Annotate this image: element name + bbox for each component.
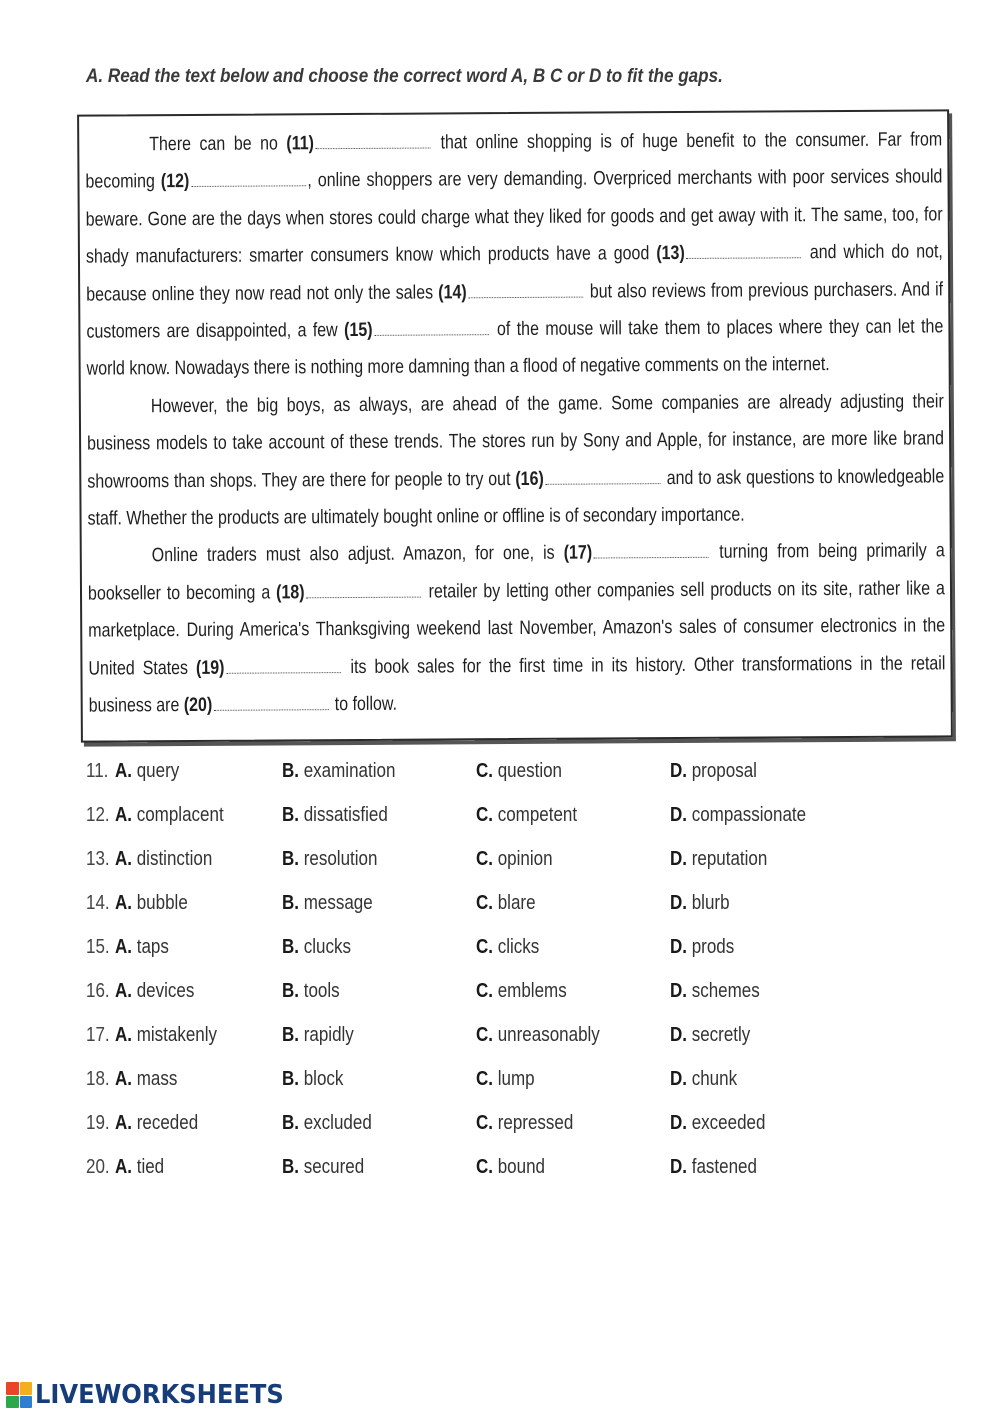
option-d[interactable]: [670, 1112, 765, 1135]
option-word: competent: [497, 804, 578, 826]
option-a[interactable]: [115, 848, 212, 871]
option-d[interactable]: [670, 892, 730, 915]
option-a[interactable]: [115, 936, 169, 959]
gap-number: (11): [286, 132, 315, 155]
option-a[interactable]: [115, 804, 224, 827]
option-a[interactable]: [115, 1024, 217, 1047]
option-letter: B.: [282, 936, 299, 958]
option-letter: D.: [670, 892, 687, 914]
option-c[interactable]: [476, 760, 562, 783]
option-a[interactable]: [115, 1156, 164, 1179]
option-letter: D.: [670, 1068, 687, 1090]
option-letter: B.: [282, 1112, 299, 1134]
option-word: examination: [303, 760, 396, 782]
passage-text-segment: There can be no: [149, 132, 287, 156]
option-word: clicks: [497, 936, 540, 958]
option-word: question: [497, 760, 563, 782]
question-number: 19.: [86, 1112, 110, 1134]
option-letter: A.: [115, 1024, 132, 1046]
option-word: compassionate: [691, 804, 807, 826]
option-word: emblems: [497, 980, 567, 1002]
option-letter: A.: [115, 892, 132, 914]
option-letter: B.: [282, 760, 299, 782]
option-word: fastened: [691, 1156, 757, 1178]
gap-number: (17): [563, 542, 593, 565]
option-word: chunk: [691, 1068, 738, 1090]
option-d[interactable]: [670, 760, 757, 783]
option-c[interactable]: [476, 936, 539, 959]
passage-text-segment: Online traders must also adjust. Amazon, for one, is: [151, 542, 564, 567]
option-word: rapidly: [303, 1024, 354, 1046]
option-c[interactable]: [476, 1112, 573, 1135]
option-word: secretly: [691, 1024, 751, 1046]
option-word: distinction: [136, 848, 213, 870]
option-c[interactable]: [476, 804, 577, 827]
option-d[interactable]: [670, 936, 734, 959]
option-row: [86, 760, 946, 804]
option-word: exceeded: [691, 1112, 766, 1134]
option-letter: D.: [670, 760, 687, 782]
passage-text-segment: of the mouse will take them to places where they can let the world know. Nowadays there is nothing more damning than a flood of negative comments on the internet.: [86, 315, 944, 381]
option-letter: B.: [282, 1068, 299, 1090]
question-number: 14.: [86, 892, 110, 914]
question-number: 13.: [86, 848, 110, 870]
option-word: schemes: [691, 980, 760, 1002]
option-row: [86, 980, 946, 1024]
option-b[interactable]: [282, 848, 377, 871]
option-d[interactable]: [670, 1156, 757, 1179]
option-b[interactable]: [282, 980, 340, 1003]
passage-paragraph: [88, 533, 946, 725]
option-letter: D.: [670, 1156, 687, 1178]
footer-logo[interactable]: [6, 1380, 303, 1410]
logo-text: LIVEWORKSHEETS: [35, 1380, 284, 1410]
option-letter: D.: [670, 1024, 687, 1046]
gap-number: (15): [344, 318, 373, 342]
option-word: blare: [497, 892, 536, 914]
question-number: 17.: [86, 1024, 110, 1046]
gap-number: (19): [195, 656, 225, 679]
option-letter: C.: [476, 760, 493, 782]
option-letter: D.: [670, 804, 687, 826]
option-letter: B.: [282, 804, 299, 826]
option-word: devices: [136, 980, 195, 1002]
question-number: 16.: [86, 980, 110, 1002]
option-c[interactable]: [476, 1068, 535, 1091]
option-letter: A.: [115, 936, 132, 958]
gap-blank[interactable]: [191, 182, 306, 188]
option-word: opinion: [497, 848, 553, 870]
option-b[interactable]: [282, 804, 388, 827]
option-word: tools: [303, 980, 340, 1002]
passage-text-segment: , online shoppers are very demanding. Overpriced merchants with poor services should beware. Gone are the days when stores could charge what they liked for goods and get away with it. The same, too, for shady manufacturers: smarter consumers know which products have a good: [85, 165, 943, 268]
option-word: blurb: [691, 892, 730, 914]
option-word: complacent: [136, 804, 224, 826]
option-word: clucks: [303, 936, 351, 958]
option-letter: A.: [115, 1112, 132, 1134]
option-d[interactable]: [670, 1024, 750, 1047]
option-letter: C.: [476, 1068, 493, 1090]
option-letter: C.: [476, 980, 493, 1002]
option-c[interactable]: [476, 1156, 545, 1179]
option-word: mass: [136, 1068, 178, 1090]
option-word: lump: [497, 1068, 535, 1090]
option-b[interactable]: [282, 1024, 354, 1047]
option-letter: C.: [476, 848, 493, 870]
option-a[interactable]: [115, 892, 188, 915]
option-a[interactable]: [115, 760, 179, 783]
passage-text-segment: its book sales for the first time in its history. Other transformations in the retail business are: [88, 652, 946, 717]
option-letter: B.: [282, 1156, 299, 1178]
passage-text-segment: but also reviews from previous purchasers. And if customers are disappointed, a few: [86, 278, 944, 343]
option-letter: C.: [476, 936, 493, 958]
option-c[interactable]: [476, 892, 536, 915]
option-word: bubble: [136, 892, 188, 914]
option-letter: B.: [282, 892, 299, 914]
option-word: reputation: [691, 848, 768, 870]
option-row: [86, 1112, 946, 1156]
passage-text-segment: that online shopping is of huge benefit to the consumer. Far from becoming: [85, 128, 943, 194]
option-b[interactable]: [282, 1156, 364, 1179]
option-letter: A.: [115, 1156, 132, 1178]
option-letter: D.: [670, 980, 687, 1002]
option-a[interactable]: [115, 1112, 198, 1135]
option-word: mistakenly: [136, 1024, 218, 1046]
option-word: repressed: [497, 1112, 574, 1134]
option-word: excluded: [303, 1112, 372, 1134]
option-word: query: [136, 760, 180, 782]
option-letter: A.: [115, 1068, 132, 1090]
gap-number: (14): [438, 280, 467, 304]
gap-number: (12): [160, 170, 190, 193]
option-letter: D.: [670, 936, 687, 958]
option-word: bound: [497, 1156, 546, 1178]
gap-blank[interactable]: [594, 553, 709, 559]
gap-blank[interactable]: [214, 705, 329, 711]
passage-paragraph: [87, 383, 945, 538]
option-letter: A.: [115, 804, 132, 826]
option-word: block: [303, 1068, 344, 1090]
passage-text-segment: to follow.: [330, 692, 398, 716]
question-number: 20.: [86, 1156, 110, 1178]
option-c[interactable]: [476, 848, 553, 871]
option-word: resolution: [303, 848, 378, 870]
instruction-heading: A. Read the text below and choose the correct word A, B C or D to fit the gaps.: [86, 66, 723, 87]
gap-blank[interactable]: [306, 592, 421, 598]
option-c[interactable]: [476, 980, 567, 1003]
option-word: taps: [136, 936, 169, 958]
option-letter: C.: [476, 1156, 493, 1178]
option-d[interactable]: [670, 804, 806, 827]
option-word: prods: [691, 936, 735, 958]
logo-square: [6, 1396, 19, 1409]
option-d[interactable]: [670, 980, 760, 1003]
option-word: dissatisfied: [303, 804, 388, 826]
gap-blank[interactable]: [226, 668, 341, 674]
option-row: [86, 1156, 946, 1200]
question-number: 15.: [86, 936, 110, 958]
option-word: receded: [136, 1112, 199, 1134]
option-b[interactable]: [282, 760, 395, 783]
passage-text-segment: turning from being primarily a bookseller to becoming a: [87, 539, 945, 605]
passage-paragraph: [85, 121, 943, 388]
option-word: secured: [303, 1156, 365, 1178]
gap-number: (20): [183, 693, 213, 717]
option-word: tied: [136, 1156, 165, 1178]
gap-blank[interactable]: [686, 253, 801, 259]
option-row: [86, 848, 946, 892]
option-row: [86, 1024, 946, 1068]
liveworksheets-logo-icon: [6, 1382, 32, 1408]
option-row: [86, 892, 946, 936]
option-word: message: [303, 892, 373, 914]
passage-text-segment: retailer by letting other companies sell products on its site, rather like a marketplace. During America's Thanksgiving weekend last November, Amazon's sales of consumer electronics in the United States: [88, 577, 946, 680]
option-letter: C.: [476, 892, 493, 914]
option-letter: B.: [282, 1024, 299, 1046]
option-d[interactable]: [670, 1068, 737, 1091]
option-letter: A.: [115, 848, 132, 870]
option-b[interactable]: [282, 892, 373, 915]
gap-number: (16): [515, 467, 544, 490]
option-word: unreasonably: [497, 1024, 600, 1046]
option-letter: A.: [115, 980, 132, 1002]
option-b[interactable]: [282, 1068, 343, 1091]
passage-text: [85, 121, 946, 725]
option-b[interactable]: [282, 1112, 372, 1135]
option-word: proposal: [691, 760, 757, 782]
option-a[interactable]: [115, 1068, 177, 1091]
option-b[interactable]: [282, 936, 351, 959]
gap-blank[interactable]: [468, 292, 583, 298]
option-letter: C.: [476, 1112, 493, 1134]
option-letter: D.: [670, 848, 687, 870]
question-number: 12.: [86, 804, 110, 826]
option-d[interactable]: [670, 848, 767, 871]
option-row: [86, 936, 946, 980]
question-number: 18.: [86, 1068, 110, 1090]
gap-blank[interactable]: [316, 144, 431, 150]
gap-blank[interactable]: [545, 479, 660, 485]
logo-square: [20, 1396, 33, 1409]
gap-blank[interactable]: [374, 330, 489, 336]
option-row: [86, 1068, 946, 1112]
gap-number: (13): [656, 242, 685, 265]
passage-box: [77, 109, 953, 742]
answer-options-list: [86, 760, 946, 1200]
option-row: [86, 804, 946, 848]
option-letter: A.: [115, 760, 132, 782]
question-number: 11.: [86, 760, 109, 782]
option-letter: B.: [282, 848, 299, 870]
option-letter: C.: [476, 1024, 493, 1046]
option-a[interactable]: [115, 980, 194, 1003]
option-c[interactable]: [476, 1024, 600, 1047]
logo-square: [20, 1382, 33, 1395]
option-letter: B.: [282, 980, 299, 1002]
logo-square: [6, 1382, 19, 1395]
passage-text-segment: However, the big boys, as always, are ahead of the game. Some companies are already adjusting their business models to take account of these trends. The stores run by Sony and Apple, for instance, are more like brand showrooms than shops. They are there for people to try out: [87, 390, 945, 493]
passage-text-segment: and which do not, because online they now read not only the sales: [86, 240, 943, 306]
passage-text-segment: and to ask questions to knowledgeable staff. Whether the products are ultimately bought online or offline is of secondary importance.: [87, 465, 945, 530]
gap-number: (18): [276, 581, 305, 604]
option-letter: D.: [670, 1112, 687, 1134]
option-letter: C.: [476, 804, 493, 826]
